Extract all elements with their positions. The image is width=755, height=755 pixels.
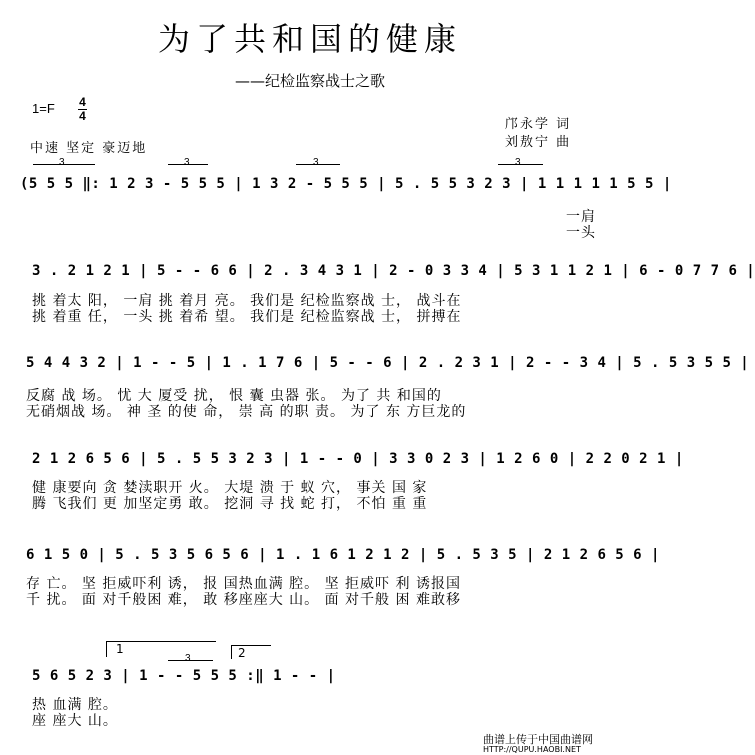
- triplet-bracket: [168, 660, 213, 661]
- composer-credit: 刘敖宁 曲: [505, 135, 572, 150]
- lyric-row-3-verse-1: 反腐 战 场。 忧 大 厦受 扰， 恨 囊 虫器 张。 为了 共 和国的: [26, 388, 442, 404]
- triplet-mark: 3: [185, 653, 191, 664]
- triplet-bracket: [296, 164, 340, 165]
- key-signature: 1=F: [32, 101, 55, 116]
- lyric-row-4-verse-1: 健 康要向 贪 婪渎职开 火。 大堤 溃 于 蚁 穴， 事关 国 家: [32, 480, 428, 496]
- lyric-row-6-verse-1: 热 血满 腔。: [32, 697, 118, 713]
- song-title: 为了共和国的健康: [157, 20, 462, 58]
- triplet-mark: 3: [515, 157, 521, 168]
- volta-bracket-2-edge: [231, 645, 232, 659]
- lyric-row-6-verse-2: 座 座大 山。: [32, 713, 118, 729]
- lyric-row-1-verse-2: 一头: [566, 225, 596, 241]
- lyric-row-2-verse-1: 挑 着太 阳， 一肩 挑 着月 亮。 我们是 纪检监察战 士， 战斗在: [32, 293, 462, 309]
- notation-row-3: 5 4 4 3 2 | 1 - - 5 | 1 . 1 7 6 | 5 - - 6 | 2 . 2 3 1 | 2 - - 3 4 | 5 . 5 3 5 5 |: [26, 355, 750, 371]
- time-signature-bottom: 4: [79, 109, 86, 123]
- watermark-line-1: 曲谱上传于中国曲谱网: [483, 733, 593, 746]
- notation-row-4: 2 1 2 6 5 6 | 5 . 5 5 3 2 3 | 1 - - 0 | 3 3 0 2 3 | 1 2 6 0 | 2 2 0 2 1 |: [32, 451, 684, 467]
- triplet-mark: 3: [184, 157, 190, 168]
- lyricist-credit: 邝永学 词: [505, 117, 572, 132]
- volta-bracket-2: [231, 645, 271, 646]
- source-watermark: [483, 735, 593, 755]
- lyric-row-2-verse-2: 挑 着重 任， 一头 挑 着希 望。 我们是 纪检监察战 士， 拼搏在: [32, 309, 462, 325]
- lyric-row-4-verse-2: 腾 飞我们 更 加坚定勇 敢。 挖洞 寻 找 蛇 打， 不怕 重 重: [32, 496, 428, 512]
- triplet-bracket: [168, 164, 208, 165]
- lyric-row-1-verse-1: 一肩: [566, 209, 596, 225]
- triplet-bracket: [33, 164, 95, 165]
- triplet-mark: 3: [59, 157, 65, 168]
- notation-row-5: 6 1 5 0 | 5 . 5 3 5 6 5 6 | 1 . 1 6 1 2 1 2 | 5 . 5 3 5 | 2 1 2 6 5 6 |: [26, 547, 660, 563]
- time-signature-top: 4: [79, 95, 86, 109]
- watermark-line-2: HTTP://QUPU.HAOBI.NET: [483, 745, 581, 754]
- triplet-bracket: [498, 164, 543, 165]
- triplet-mark: 3: [313, 157, 319, 168]
- notation-row-6: 5 6 5 2 3 | 1 - - 5 5 5 :‖ 1 - - |: [32, 668, 336, 684]
- notation-row-1: (5 5 5 ‖: 1 2 3 - 5 5 5 | 1 3 2 - 5 5 5 | 5 . 5 5 3 2 3 | 1 1 1 1 1 5 5 |: [20, 176, 672, 192]
- notation-row-2: 3 . 2 1 2 1 | 5 - - 6 6 | 2 . 3 4 3 1 | 2 - 0 3 3 4 | 5 3 1 1 2 1 | 6 - 0 7 7 6 |: [32, 263, 755, 279]
- volta-number-1: 1: [116, 642, 124, 656]
- time-signature: [78, 96, 87, 123]
- volta-number-2: 2: [238, 646, 246, 660]
- lyric-row-3-verse-2: 无硝烟战 场。 神 圣 的使 命， 崇 高 的职 责。 为了 东 方巨龙的: [26, 404, 467, 420]
- lyric-row-5-verse-2: 千 扰。 面 对千般困 难， 敢 移座座大 山。 面 对千般 困 难敢移: [26, 592, 461, 608]
- tempo-marking: 中速 坚定 豪迈地: [30, 141, 148, 156]
- song-subtitle: ——纪检监察战士之歌: [234, 72, 385, 90]
- volta-bracket-1-edge: [106, 641, 107, 657]
- lyric-row-5-verse-1: 存 亡。 坚 拒威吓利 诱， 报 国热血满 腔。 坚 拒威吓 利 诱报国: [26, 576, 461, 592]
